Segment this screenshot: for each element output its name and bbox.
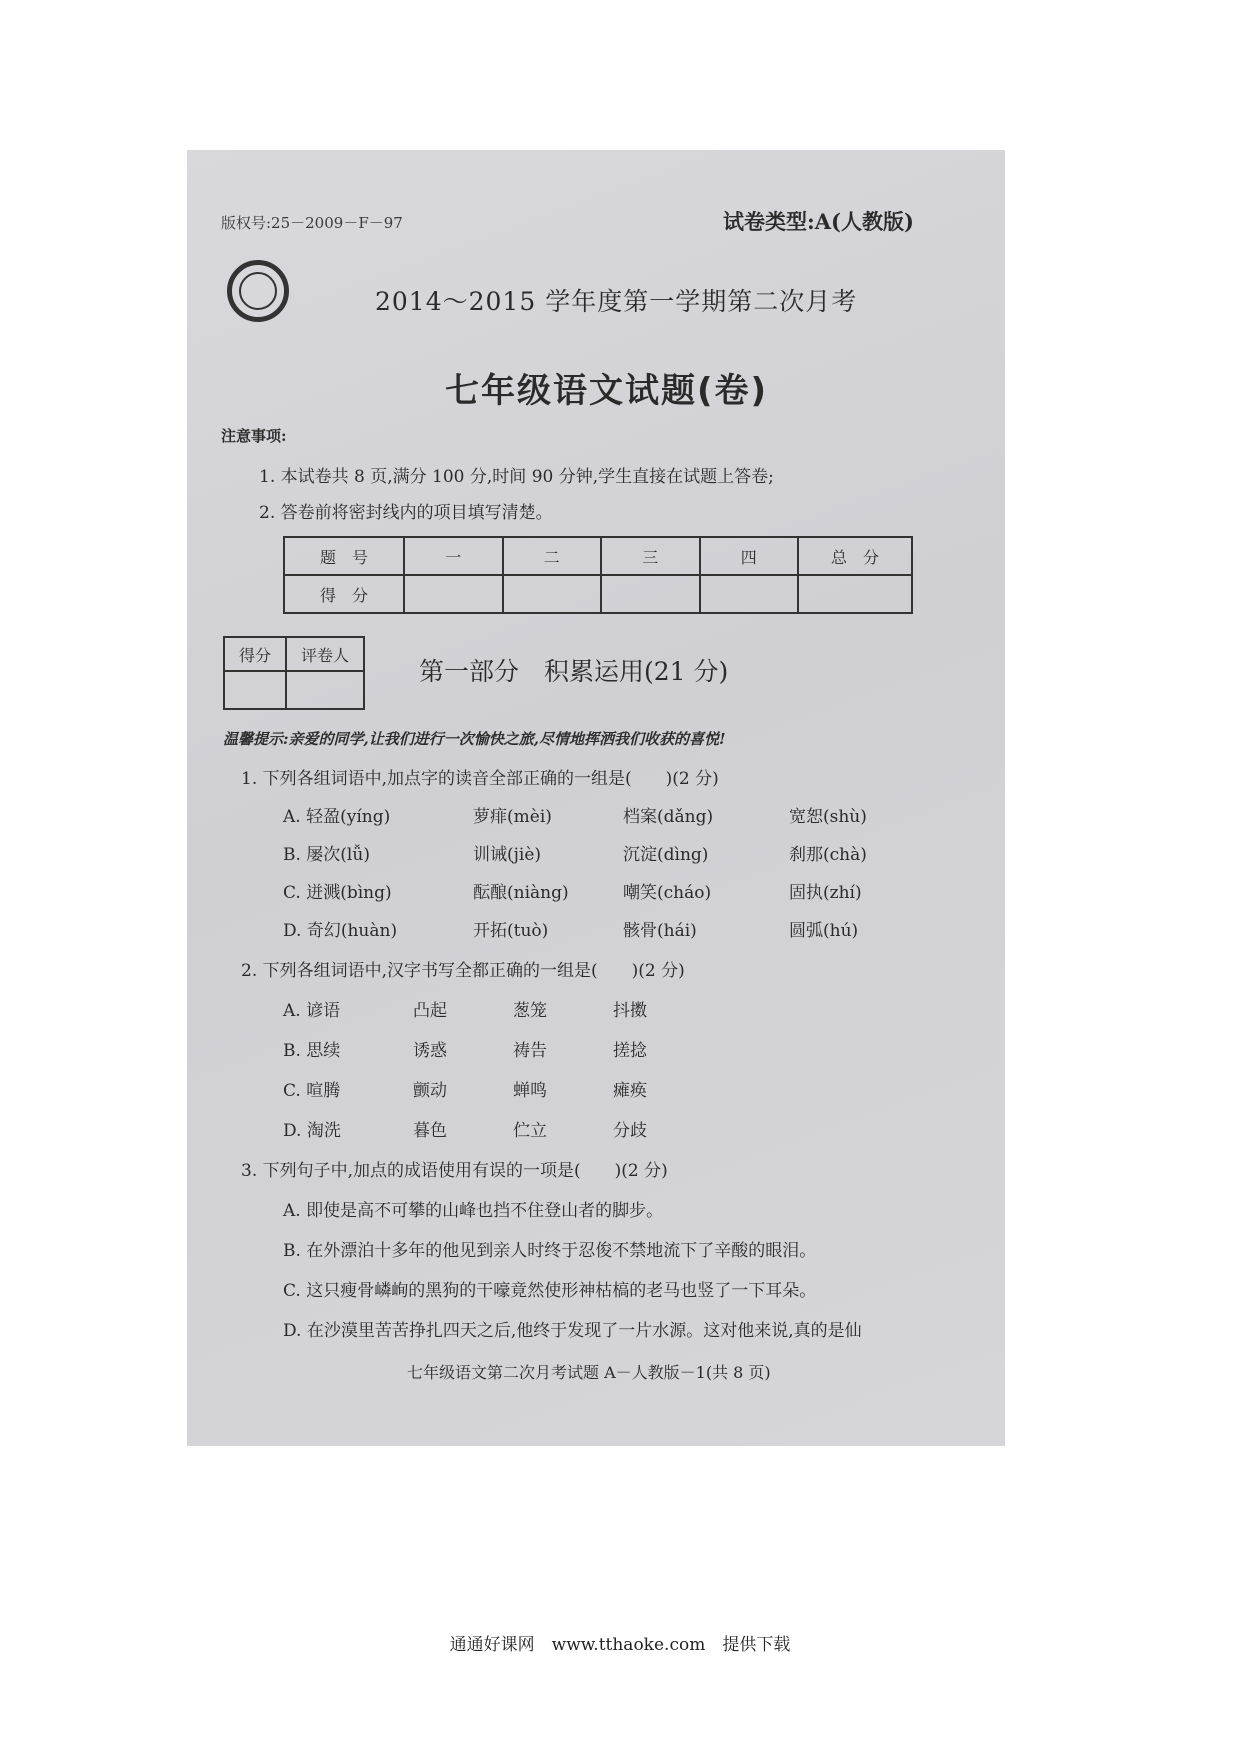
q1-option-b-3: 沉淀(dìng) <box>623 845 709 865</box>
grader-box-cell <box>286 671 364 709</box>
score-cell <box>404 575 503 613</box>
subject-title: 七年级语文试题(卷) <box>445 371 769 411</box>
score-table-row-label: 得 分 <box>284 575 404 613</box>
school-seal-logo <box>227 260 289 322</box>
note-item-1: 1. 本试卷共 8 页,满分 100 分,时间 90 分钟,学生直接在试题上答卷; <box>259 467 774 487</box>
question-3-stem: 3. 下列句子中,加点的成语使用有误的一项是( )(2 分) <box>241 1161 668 1181</box>
site-footer: 通通好课网 www.tthaoke.com 提供下载 <box>449 1635 791 1655</box>
q2-option-c-4: 瘫痪 <box>613 1081 647 1101</box>
score-table-col-4: 四 <box>700 537 799 575</box>
section-title: 第一部分 积累运用(21 分) <box>419 657 729 686</box>
q2-option-b-3: 祷告 <box>513 1041 547 1061</box>
score-table-col-2: 二 <box>503 537 602 575</box>
q3-option-d: D. 在沙漠里苦苦挣扎四天之后,他终于发现了一片水源。这对他来说,真的是仙 <box>283 1321 862 1341</box>
q2-option-a-3: 葱笼 <box>513 1001 547 1021</box>
copyright-number: 版权号:25－2009－F－97 <box>221 214 403 232</box>
section-tip: 温馨提示:亲爱的同学,让我们进行一次愉快之旅,尽情地挥洒我们收获的喜悦! <box>223 730 726 748</box>
note-item-2: 2. 答卷前将密封线内的项目填写清楚。 <box>259 503 553 523</box>
question-2-stem: 2. 下列各组词语中,汉字书写全都正确的一组是( )(2 分) <box>241 961 685 981</box>
q3-option-a: A. 即使是高不可攀的山峰也挡不住登山者的脚步。 <box>283 1201 664 1221</box>
q2-option-d-3: 伫立 <box>513 1121 547 1141</box>
q1-option-c-2: 酝酿(niàng) <box>473 883 569 903</box>
q1-option-b-4: 刹那(chà) <box>789 845 867 865</box>
q3-option-c: C. 这只瘦骨嶙峋的黑狗的干嚎竟然使形神枯槁的老马也竖了一下耳朵。 <box>283 1281 817 1301</box>
q3-option-b: B. 在外漂泊十多年的他见到亲人时终于忍俊不禁地流下了辛酸的眼泪。 <box>283 1241 817 1261</box>
q2-option-a-2: 凸起 <box>413 1001 447 1021</box>
q1-option-d-2: 开拓(tuò) <box>473 921 549 941</box>
question-1-stem: 1. 下列各组词语中,加点字的读音全部正确的一组是( )(2 分) <box>241 769 719 789</box>
score-cell <box>503 575 602 613</box>
q2-option-b-2: 诱惑 <box>413 1041 447 1061</box>
score-table-header-label: 题 号 <box>284 537 404 575</box>
q2-option-a-1: A. 谚语 <box>283 1001 341 1021</box>
q1-option-a-1: A. 轻盈(yíng) <box>283 807 391 827</box>
score-cell <box>700 575 799 613</box>
score-cell <box>798 575 912 613</box>
score-table <box>283 536 913 614</box>
grader-box <box>223 636 365 710</box>
q1-option-a-2: 萝痱(mèi) <box>473 807 552 827</box>
grader-box-score-label: 得分 <box>224 637 286 671</box>
q2-option-c-3: 蝉鸣 <box>513 1081 547 1101</box>
q1-option-c-3: 嘲笑(cháo) <box>623 883 712 903</box>
q2-option-d-1: D. 淘洗 <box>283 1121 341 1141</box>
q1-option-c-4: 固执(zhí) <box>789 883 862 903</box>
q2-option-c-1: C. 喧腾 <box>283 1081 341 1101</box>
q2-option-c-2: 颤动 <box>413 1081 447 1101</box>
exam-title: 2014～2015 学年度第一学期第二次月考 <box>375 287 858 316</box>
q2-option-d-2: 暮色 <box>413 1121 447 1141</box>
paper-type: 试卷类型:A(人教版) <box>723 209 914 234</box>
q1-option-b-1: B. 屡次(lǚ) <box>283 845 370 865</box>
score-table-col-total: 总 分 <box>798 537 912 575</box>
q2-option-b-1: B. 思续 <box>283 1041 341 1061</box>
q2-option-d-4: 分歧 <box>613 1121 647 1141</box>
q1-option-d-3: 骸骨(hái) <box>623 921 697 941</box>
q2-option-b-4: 搓捻 <box>613 1041 647 1061</box>
grader-box-grader-label: 评卷人 <box>286 637 364 671</box>
score-table-col-3: 三 <box>601 537 700 575</box>
notes-heading: 注意事项: <box>221 427 287 445</box>
q2-option-a-4: 抖擞 <box>613 1001 647 1021</box>
page-footer: 七年级语文第二次月考试题 A－人教版－1(共 8 页) <box>407 1363 771 1382</box>
scanned-exam-page <box>187 150 1005 1446</box>
q1-option-b-2: 训诫(jiè) <box>473 845 542 865</box>
q1-option-a-4: 宽恕(shù) <box>789 807 867 827</box>
q1-option-c-1: C. 迸溅(bìng) <box>283 883 392 903</box>
score-table-col-1: 一 <box>404 537 503 575</box>
grader-box-cell <box>224 671 286 709</box>
score-cell <box>601 575 700 613</box>
q1-option-d-1: D. 奇幻(huàn) <box>283 921 398 941</box>
q1-option-a-3: 档案(dǎng) <box>623 807 714 827</box>
q1-option-d-4: 圆弧(hú) <box>789 921 859 941</box>
